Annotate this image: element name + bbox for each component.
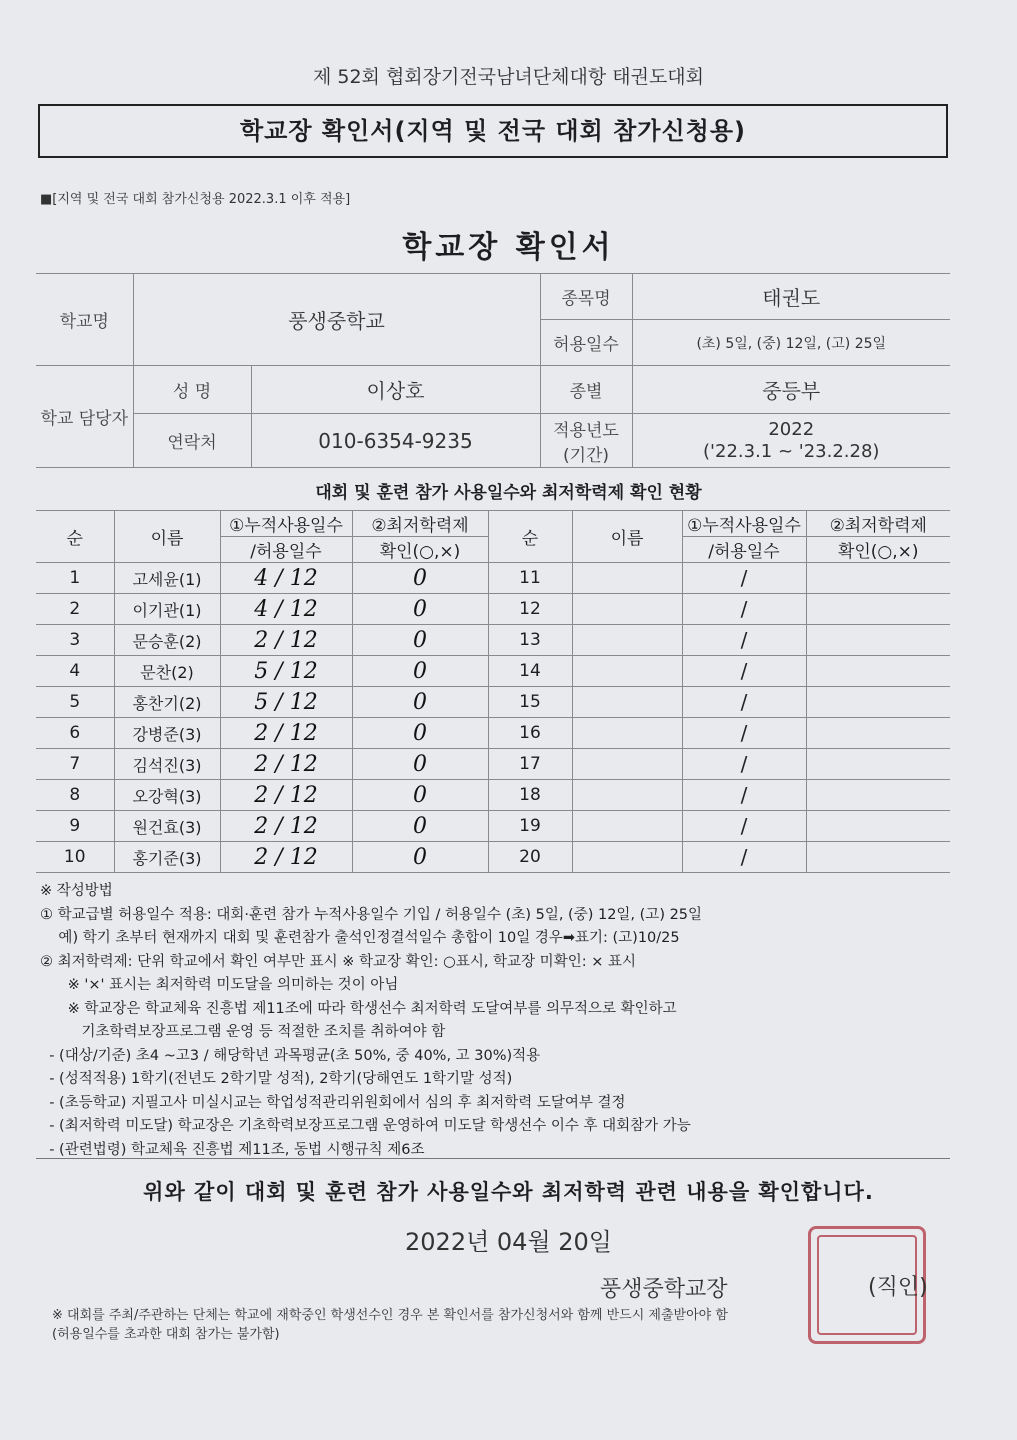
table-row — [36, 687, 950, 718]
header-days-2: ①누적사용일수 — [682, 511, 806, 537]
min-grade-check — [806, 625, 950, 656]
sport-value: 태권도 — [632, 274, 950, 320]
student-name: 문찬(2) — [114, 656, 220, 687]
row-no: 13 — [488, 625, 572, 656]
used-days: 4 / 12 — [220, 594, 352, 625]
school-label: 학교명 — [36, 274, 133, 366]
row-no: 8 — [36, 780, 114, 811]
used-days: 2 / 12 — [220, 718, 352, 749]
method-line: - (관련법령) 학교체육 진흥법 제11조, 동법 시행규칙 제6조 — [40, 1141, 425, 1158]
student-name — [572, 594, 682, 625]
min-grade-check — [806, 811, 950, 842]
table-row — [36, 780, 950, 811]
row-no: 11 — [488, 563, 572, 594]
row-no: 17 — [488, 749, 572, 780]
student-name: 김석진(3) — [114, 749, 220, 780]
method-line: 기초학력보장프로그램 운영 등 적절한 조치를 취하여야 함 — [40, 1024, 446, 1040]
header-days-sub-2: /허용일수 — [682, 537, 806, 563]
min-grade-check: 0 — [352, 687, 488, 718]
row-no: 15 — [488, 687, 572, 718]
used-days: 2 / 12 — [220, 811, 352, 842]
student-name: 고세윤(1) — [114, 563, 220, 594]
row-no: 18 — [488, 780, 572, 811]
method-line: ① 학교급별 허용일수 적용: 대회·훈련 참가 누적사용일수 기입 / 허용일수 (초) 5일, (중) 12일, (고) 25일 — [40, 906, 703, 923]
seal-label: (직인) — [868, 1275, 928, 1300]
method-title: ※ 작성방법 — [40, 883, 113, 899]
student-name — [572, 811, 682, 842]
header-check-sub: 확인(○,×) — [352, 537, 488, 563]
used-days: / — [682, 842, 806, 873]
row-no: 5 — [36, 687, 114, 718]
row-no: 1 — [36, 563, 114, 594]
table-row — [36, 811, 950, 842]
table-row — [36, 594, 950, 625]
applicability-notice: ■[지역 및 전국 대회 참가신청용 2022.3.1 이후 적용] — [40, 192, 351, 207]
method-line: ※ 학교장은 학교체육 진흥법 제11조에 따라 학생선수 최저학력 도달여부를 의무적으로 확인하고 — [40, 1000, 677, 1017]
row-no: 4 — [36, 656, 114, 687]
min-grade-check — [806, 687, 950, 718]
min-grade-check: 0 — [352, 842, 488, 873]
student-name — [572, 749, 682, 780]
row-no: 10 — [36, 842, 114, 873]
division-value: 중등부 — [632, 366, 950, 414]
student-name: 원건효(3) — [114, 811, 220, 842]
method-line: ※ '×' 표시는 최저학력 미도달을 의미하는 것이 아님 — [40, 977, 399, 993]
student-name: 이기관(1) — [114, 594, 220, 625]
min-grade-check: 0 — [352, 594, 488, 625]
header-name-2: 이름 — [572, 511, 682, 563]
method-line: ② 최저학력제: 단위 학교에서 확인 여부만 표시 ※ 학교장 확인: ○표시, 학교장 미확인: × 표시 — [40, 953, 636, 970]
method-line: - (대상/기준) 초4 ~고3 / 해당학년 과목평균(초 50%, 중 40%, 고 30%)적용 — [40, 1047, 541, 1064]
row-no: 12 — [488, 594, 572, 625]
student-name — [572, 718, 682, 749]
divider — [36, 1158, 950, 1159]
min-grade-check — [806, 780, 950, 811]
footer-note-1: ※ 대회를 주최/주관하는 단체는 학교에 재학중인 학생선수인 경우 본 확인서를 참가신청서와 함께 반드시 제출받아야 함 — [52, 1308, 728, 1323]
min-grade-check: 0 — [352, 656, 488, 687]
method-line: - (성적적용) 1학기(전년도 2학기말 성적), 2학기(당해연도 1학기말 성적) — [40, 1071, 513, 1087]
min-grade-check — [806, 718, 950, 749]
min-grade-check — [806, 749, 950, 780]
phone-value: 010-6354-9235 — [251, 414, 540, 468]
student-name — [572, 842, 682, 873]
header-check: ②최저학력제 — [352, 511, 488, 537]
min-grade-check — [806, 594, 950, 625]
used-days: / — [682, 625, 806, 656]
used-days: / — [682, 563, 806, 594]
used-days: 5 / 12 — [220, 687, 352, 718]
student-name — [572, 625, 682, 656]
table-row — [36, 563, 950, 594]
min-grade-check: 0 — [352, 780, 488, 811]
student-name: 강병준(3) — [114, 718, 220, 749]
header-check-2: ②최저학력제 — [806, 511, 950, 537]
min-grade-check: 0 — [352, 563, 488, 594]
principal-name: 풍생중학교장 — [600, 1277, 728, 1302]
row-no: 2 — [36, 594, 114, 625]
method-line: - (최저학력 미도달) 학교장은 기초학력보장프로그램 운영하여 미도달 학생선수 이수 후 대회참가 가능 — [40, 1118, 691, 1134]
issue-date: 2022년 04월 20일 — [405, 1228, 612, 1256]
used-days: 2 / 12 — [220, 842, 352, 873]
used-days: 2 / 12 — [220, 625, 352, 656]
table-row — [36, 718, 950, 749]
sport-label: 종목명 — [540, 274, 632, 320]
main-title: 학교장 확인서 — [402, 230, 615, 265]
used-days: / — [682, 811, 806, 842]
footer-note-2: (허용일수를 초과한 대회 참가는 불가함) — [52, 1327, 280, 1342]
year-value: 2022 — [768, 418, 815, 440]
min-grade-check: 0 — [352, 625, 488, 656]
min-grade-check: 0 — [352, 749, 488, 780]
year-cell — [632, 414, 950, 468]
used-days: / — [682, 718, 806, 749]
info-table — [36, 273, 950, 468]
used-days: / — [682, 687, 806, 718]
name-value: 이상호 — [251, 366, 540, 414]
year-label: 적용년도 (기간) — [540, 414, 632, 468]
confirm-statement: 위와 같이 대회 및 훈련 참가 사용일수와 최저학력 관련 내용을 확인합니다. — [143, 1180, 874, 1204]
min-grade-check — [806, 563, 950, 594]
row-no: 19 — [488, 811, 572, 842]
usage-table — [36, 510, 950, 873]
allowed-days-value: (초) 5일, (중) 12일, (고) 25일 — [632, 320, 950, 366]
event-title: 제 52회 협회장기전국남녀단체대항 태권도대회 — [312, 66, 705, 88]
header-no: 순 — [36, 511, 114, 563]
row-no: 3 — [36, 625, 114, 656]
student-name — [572, 563, 682, 594]
table-row — [36, 656, 950, 687]
period-value: ('22.3.1 ~ '23.2.28) — [703, 440, 880, 462]
footer-note — [52, 1306, 728, 1344]
row-no: 14 — [488, 656, 572, 687]
name-label: 성 명 — [133, 366, 251, 414]
student-name: 문승훈(2) — [114, 625, 220, 656]
min-grade-check — [806, 842, 950, 873]
allowed-days-label: 허용일수 — [540, 320, 632, 366]
student-name — [572, 780, 682, 811]
school-value: 풍생중학교 — [133, 274, 540, 366]
student-name: 오강혁(3) — [114, 780, 220, 811]
used-days: 2 / 12 — [220, 749, 352, 780]
writing-method — [40, 880, 960, 1162]
min-grade-check — [806, 656, 950, 687]
header-days-sub: /허용일수 — [220, 537, 352, 563]
used-days: 2 / 12 — [220, 780, 352, 811]
document-title-box: 학교장 확인서(지역 및 전국 대회 참가신청용) — [38, 104, 948, 158]
used-days: / — [682, 594, 806, 625]
row-no: 16 — [488, 718, 572, 749]
used-days: / — [682, 780, 806, 811]
method-line: 예) 학기 초부터 현재까지 대회 및 훈련참가 출석인정결석일수 총합이 10일 경우➡표기: (고)10/25 — [40, 930, 680, 946]
row-no: 9 — [36, 811, 114, 842]
header-name: 이름 — [114, 511, 220, 563]
min-grade-check: 0 — [352, 718, 488, 749]
student-name — [572, 656, 682, 687]
header-check-sub-2: 확인(○,×) — [806, 537, 950, 563]
used-days: 5 / 12 — [220, 656, 352, 687]
used-days: 4 / 12 — [220, 563, 352, 594]
used-days: / — [682, 656, 806, 687]
student-name — [572, 687, 682, 718]
phone-label: 연락처 — [133, 414, 251, 468]
student-name: 홍찬기(2) — [114, 687, 220, 718]
row-no: 7 — [36, 749, 114, 780]
header-no-2: 순 — [488, 511, 572, 563]
table-row — [36, 749, 950, 780]
row-no: 20 — [488, 842, 572, 873]
min-grade-check: 0 — [352, 811, 488, 842]
header-days: ①누적사용일수 — [220, 511, 352, 537]
row-no: 6 — [36, 718, 114, 749]
table-row — [36, 625, 950, 656]
division-label: 종별 — [540, 366, 632, 414]
method-line: - (초등학교) 지필고사 미실시교는 학업성적관리위원회에서 심의 후 최저학력 도달여부 결정 — [40, 1094, 626, 1111]
table-row — [36, 842, 950, 873]
manager-label: 학교 담당자 — [36, 366, 133, 468]
student-name: 홍기준(3) — [114, 842, 220, 873]
used-days: / — [682, 749, 806, 780]
usage-section-title: 대회 및 훈련 참가 사용일수와 최저학력제 확인 현황 — [315, 483, 702, 503]
